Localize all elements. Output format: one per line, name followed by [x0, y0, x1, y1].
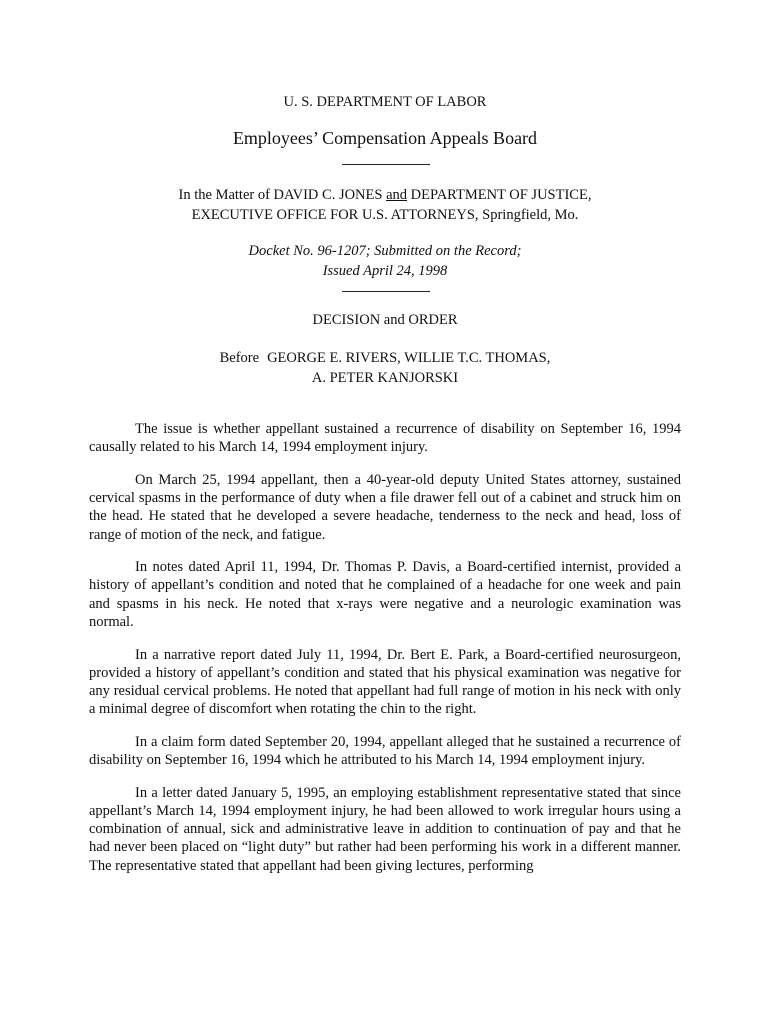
caption-prefix: In the Matter of DAVID C. JONES	[178, 187, 387, 203]
docket-line-1: Docket No. 96-1207; Submitted on the Record;	[248, 243, 522, 259]
caption-suffix: DEPARTMENT OF JUSTICE,	[407, 187, 592, 203]
decision-title: DECISION and ORDER	[312, 312, 458, 328]
divider-rule	[342, 291, 430, 292]
panel-line-1	[0, 348, 770, 368]
docket-line-2: Issued April 24, 1998	[322, 263, 448, 279]
divider-rule	[342, 164, 430, 165]
panel-names-1: GEORGE E. RIVERS, WILLIE T.C. THOMAS,	[267, 350, 551, 366]
case-caption	[0, 185, 770, 225]
body-paragraph: In a letter dated January 5, 1995, an employing establishment representative stated that since appellant’s March 14, 1994 employment injury, he had been allowed to work irregular hours using a combination of annual, sick and administrative leave in addition to continuation of pay and that he had never been placed on “light duty” but rather had been performing his work in a different manner. The representative stated that appellant had been giving lectures, performing	[89, 784, 681, 874]
caption-conjunction: and	[386, 187, 408, 203]
panel-members	[0, 348, 770, 388]
body-paragraph: On March 25, 1994 appellant, then a 40-year-old deputy United States attorney, sustained cervical spasms in the performance of duty when a file drawer fell out of a cabinet and struck him on the head. He stated that he developed a severe headache, tenderness to the neck and head, loss of range of motion of the neck, and fatigue.	[89, 471, 681, 543]
body-paragraph: In a narrative report dated July 11, 1994, Dr. Bert E. Park, a Board-certified neurosurgeon, provided a history of appellant’s condition and stated that his physical examination was negative for any residual cervical problems. He noted that appellant had full range of motion in his neck with only a minimal degree of discomfort when rotating the chin to the right.	[89, 646, 681, 718]
body-paragraph: The issue is whether appellant sustained a recurrence of disability on September 16, 1994 causally related to his March 14, 1994 employment injury.	[89, 421, 681, 456]
panel-line-2: A. PETER KANJORSKI	[311, 370, 459, 386]
decision-body	[89, 420, 681, 889]
body-paragraph: In notes dated April 11, 1994, Dr. Thomas P. Davis, a Board-certified internist, provided a history of appellant’s condition and noted that he complained of a headache for one week and pain and spasms in his neck. He noted that x-rays were negative and a neurologic examination was normal.	[89, 559, 681, 630]
body-paragraph: In a claim form dated September 20, 1994, appellant alleged that he sustained a recurrence of disability on September 16, 1994 which he attributed to his March 14, 1994 employment injury.	[89, 733, 681, 769]
case-caption-line-2: EXECUTIVE OFFICE FOR U.S. ATTORNEYS, Springfield, Mo.	[191, 207, 579, 223]
case-caption-line-1	[0, 185, 770, 205]
before-label: Before	[219, 350, 260, 366]
docket-info	[0, 241, 770, 281]
agency-heading: U. S. DEPARTMENT OF LABOR	[283, 94, 487, 110]
board-title: Employees’ Compensation Appeals Board	[232, 128, 538, 148]
